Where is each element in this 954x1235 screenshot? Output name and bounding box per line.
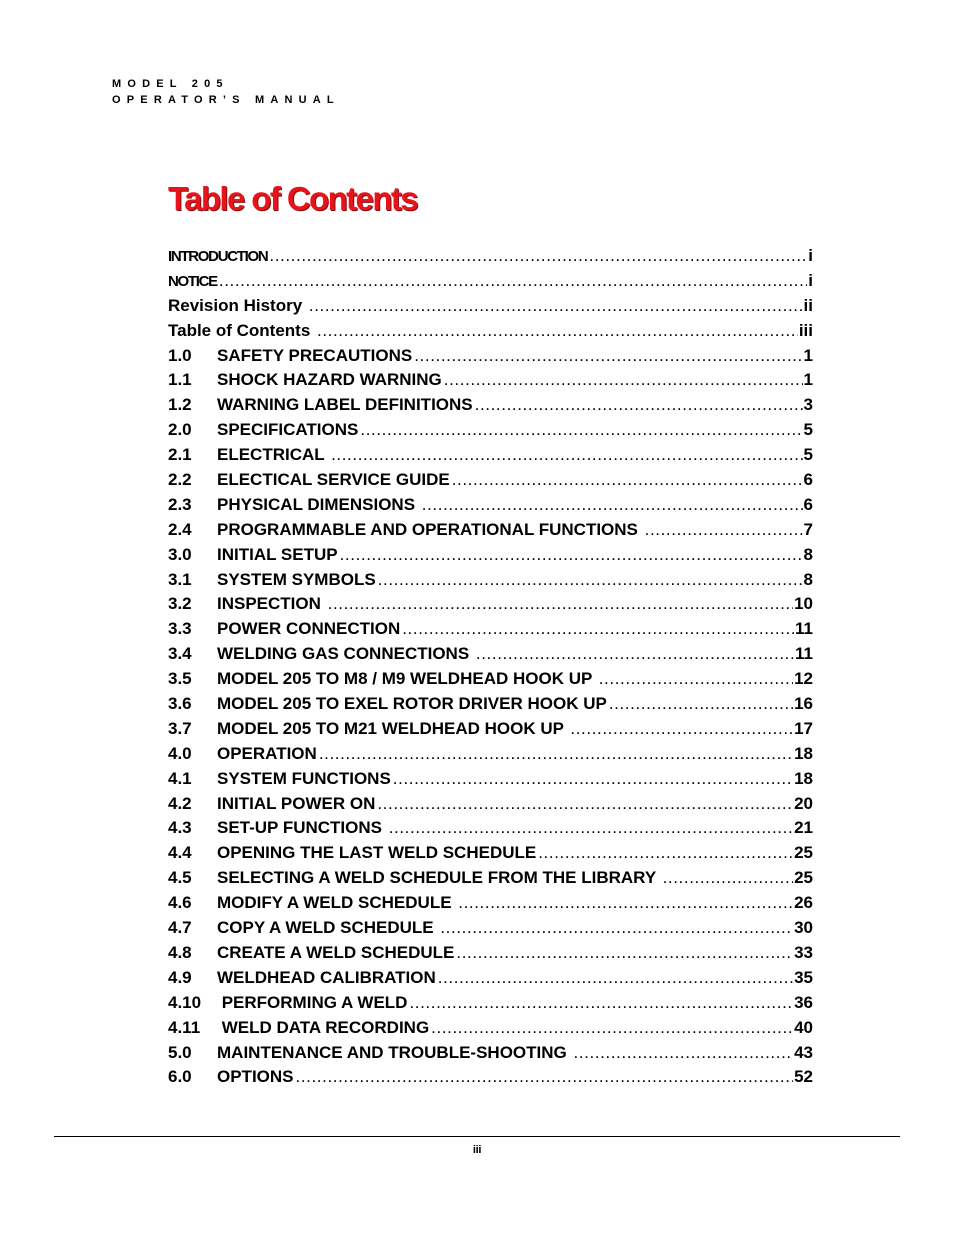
toc-entry-page: 25 (794, 843, 813, 863)
toc-entry-page: 35 (794, 967, 813, 987)
toc-entry-page: 6 (803, 470, 813, 490)
toc-dot-leader (570, 719, 793, 739)
toc-dot-leader (414, 346, 802, 366)
toc-entry-page: 3 (803, 395, 813, 415)
toc-entry-label: INSPECTION (217, 594, 326, 614)
toc-entry-page: 43 (794, 1042, 813, 1062)
toc-dot-leader (438, 968, 793, 988)
toc-entry-page: 7 (803, 519, 813, 539)
toc-dot-leader (219, 271, 807, 291)
header-manual: OPERATOR’S MANUAL (112, 94, 340, 106)
header-model: MODEL 205 (112, 78, 229, 90)
toc-entry-page: 21 (794, 818, 813, 838)
toc-entry-label: PERFORMING A WELD (217, 992, 408, 1012)
toc-entry-page: 6 (803, 494, 813, 514)
toc-entry-label: NOTICE (168, 272, 217, 290)
toc-entry[interactable] (168, 594, 813, 619)
toc-entry-number: 4.6 (168, 893, 192, 913)
toc-entry[interactable] (168, 395, 813, 420)
toc-entry[interactable] (168, 495, 813, 520)
toc-entry-page: i (808, 246, 813, 265)
toc-entry-label: WELDING GAS CONNECTIONS (217, 644, 474, 664)
toc-entry-number: 4.1 (168, 768, 192, 788)
toc-entry-label: POWER CONNECTION (217, 619, 401, 639)
toc-entry-number: 4.9 (168, 967, 192, 987)
toc-entry-page: 17 (794, 718, 813, 738)
toc-entry-number: 3.3 (168, 619, 192, 639)
toc-entry-label: WELDHEAD CALIBRATION (217, 967, 436, 987)
toc-entry-label: CREATE A WELD SCHEDULE (217, 942, 455, 962)
toc-entry[interactable] (168, 868, 813, 893)
toc-entry[interactable] (168, 1067, 813, 1092)
toc-entry-page: 1 (803, 345, 813, 365)
toc-entry[interactable] (168, 1043, 813, 1068)
toc-entry-number: 4.7 (168, 918, 192, 938)
toc-entry-label: ELECTRICAL (217, 445, 330, 465)
toc-entry-page: 25 (794, 868, 813, 888)
toc-dot-leader (409, 993, 793, 1013)
toc-dot-leader (360, 420, 802, 440)
toc-entry[interactable] (168, 694, 813, 719)
toc-entry-page: 16 (794, 694, 813, 714)
toc-entry-label: PHYSICAL DIMENSIONS (217, 494, 420, 514)
toc-dot-leader (663, 868, 794, 888)
toc-dot-leader (573, 1043, 793, 1063)
toc-entry[interactable] (168, 893, 813, 918)
toc-dot-leader (476, 644, 794, 664)
toc-entry[interactable] (168, 520, 813, 545)
toc-dot-leader (475, 395, 803, 415)
toc-dot-leader (328, 594, 793, 614)
toc-entry-page: 12 (794, 669, 813, 689)
toc-dot-leader (402, 619, 794, 639)
toc-entry-number: 6.0 (168, 1067, 192, 1087)
toc-dot-leader (319, 744, 793, 764)
toc-dot-leader (378, 570, 803, 590)
toc-entry-label: Table of Contents (168, 320, 316, 340)
toc-dot-leader (269, 246, 807, 266)
toc-entry-number: 4.0 (168, 743, 192, 763)
running-header (112, 76, 340, 108)
toc-entry[interactable] (168, 993, 813, 1018)
toc-dot-leader (331, 445, 802, 465)
toc-entry-page: 10 (794, 594, 813, 614)
toc-entry-label: INTRODUCTION (168, 248, 268, 265)
toc-entry-number: 2.2 (168, 470, 192, 490)
toc-entry-label: OPTIONS (217, 1067, 294, 1087)
toc-dot-leader (340, 545, 803, 565)
toc-entry-page: 20 (794, 793, 813, 813)
toc-entry-page: 11 (795, 619, 813, 639)
toc-entry-number: 3.2 (168, 594, 192, 614)
toc-entry-page: 5 (803, 445, 813, 465)
toc-entry-number: 3.0 (168, 544, 192, 564)
toc-entry[interactable] (168, 719, 813, 744)
toc-entry-page: 33 (794, 942, 813, 962)
toc-dot-leader (309, 296, 803, 316)
table-of-contents (168, 246, 813, 1092)
toc-entry-label: COPY A WELD SCHEDULE (217, 918, 439, 938)
toc-entry-number: 4.4 (168, 843, 192, 863)
toc-entry-number: 2.1 (168, 445, 192, 465)
toc-entry-label: MAINTENANCE AND TROUBLE-SHOOTING (217, 1042, 572, 1062)
toc-entry-label: SHOCK HAZARD WARNING (217, 370, 442, 390)
toc-entry[interactable] (168, 619, 813, 644)
toc-entry[interactable] (168, 943, 813, 968)
toc-dot-leader (431, 1018, 793, 1038)
toc-entry-number: 3.4 (168, 644, 192, 664)
toc-entry-label: SET-UP FUNCTIONS (217, 818, 387, 838)
toc-entry[interactable] (168, 968, 813, 993)
toc-entry[interactable] (168, 1018, 813, 1043)
toc-entry[interactable] (168, 370, 813, 395)
toc-dot-leader (377, 794, 793, 814)
toc-entry-page: ii (803, 295, 813, 315)
toc-entry-page: 18 (794, 743, 813, 763)
toc-entry[interactable] (168, 420, 813, 445)
toc-dot-leader (440, 918, 793, 938)
toc-entry-page: i (808, 270, 813, 290)
toc-entry[interactable] (168, 545, 813, 570)
toc-entry-label: ELECTICAL SERVICE GUIDE (217, 470, 450, 490)
toc-entry-label: SAFETY PRECAUTIONS (217, 345, 413, 365)
toc-entry-page: 11 (795, 644, 813, 664)
toc-entry-number: 4.10 (168, 992, 202, 1012)
toc-entry[interactable] (168, 769, 813, 794)
toc-entry-number: 4.2 (168, 793, 192, 813)
toc-entry[interactable] (168, 321, 813, 346)
toc-dot-leader (444, 370, 803, 390)
toc-entry-page: 5 (803, 420, 813, 440)
toc-entry[interactable] (168, 445, 813, 470)
toc-entry-number: 3.6 (168, 694, 192, 714)
toc-dot-leader (538, 843, 793, 863)
toc-entry-number: 2.0 (168, 420, 192, 440)
toc-entry-page: 36 (794, 992, 813, 1012)
toc-entry[interactable] (168, 570, 813, 595)
toc-dot-leader (452, 470, 803, 490)
toc-dot-leader (296, 1067, 794, 1087)
toc-entry-number: 3.7 (168, 718, 192, 738)
toc-entry-label: WELD DATA RECORDING (217, 1017, 430, 1037)
toc-entry-number: 4.3 (168, 818, 192, 838)
toc-entry[interactable] (168, 644, 813, 669)
toc-entry-number: 1.0 (168, 345, 192, 365)
toc-entry-page: 18 (794, 768, 813, 788)
toc-dot-leader (456, 943, 793, 963)
toc-entry-number: 3.1 (168, 569, 192, 589)
toc-dot-leader (389, 818, 793, 838)
toc-entry-label: SPECIFICATIONS (217, 420, 359, 440)
toc-entry-label: WARNING LABEL DEFINITIONS (217, 395, 473, 415)
toc-entry-label: MODIFY A WELD SCHEDULE (217, 893, 457, 913)
toc-dot-leader (422, 495, 803, 515)
toc-entry[interactable] (168, 918, 813, 943)
toc-entry-label: SELECTING A WELD SCHEDULE FROM THE LIBRARY (217, 868, 661, 888)
toc-entry-page: 1 (803, 370, 813, 390)
toc-entry-label: MODEL 205 TO EXEL ROTOR DRIVER HOOK UP (217, 694, 607, 714)
toc-entry[interactable] (168, 470, 813, 495)
toc-entry-label: MODEL 205 TO M8 / M9 WELDHEAD HOOK UP (217, 669, 597, 689)
footer-divider (54, 1136, 900, 1137)
footer-page-number: iii (472, 1144, 482, 1156)
toc-entry-page: iii (798, 320, 813, 340)
toc-entry[interactable] (168, 744, 813, 769)
toc-entry[interactable] (168, 794, 813, 819)
toc-entry-label: OPENING THE LAST WELD SCHEDULE (217, 843, 537, 863)
toc-entry[interactable] (168, 669, 813, 694)
toc-dot-leader (645, 520, 803, 540)
toc-entry-page: 26 (794, 893, 813, 913)
toc-entry[interactable] (168, 346, 813, 371)
toc-entry-label: MODEL 205 TO M21 WELDHEAD HOOK UP (217, 718, 569, 738)
toc-entry-page: 8 (803, 544, 813, 564)
toc-entry-page: 8 (803, 569, 813, 589)
toc-entry-page: 30 (794, 918, 813, 938)
toc-entry-number: 1.1 (168, 370, 192, 390)
toc-entry-number: 2.3 (168, 494, 192, 514)
toc-entry-label: SYSTEM SYMBOLS (217, 569, 376, 589)
toc-entry-label: SYSTEM FUNCTIONS (217, 768, 391, 788)
toc-entry-label: PROGRAMMABLE AND OPERATIONAL FUNCTIONS (217, 519, 643, 539)
toc-entry-label: INITIAL POWER ON (217, 793, 376, 813)
toc-entry-number: 4.11 (168, 1017, 201, 1037)
toc-entry-label: OPERATION (217, 743, 317, 763)
toc-entry-label: INITIAL SETUP (217, 544, 338, 564)
toc-dot-leader (393, 769, 793, 789)
toc-dot-leader (458, 893, 793, 913)
toc-entry-page: 40 (794, 1017, 813, 1037)
toc-entry[interactable] (168, 271, 813, 296)
toc-entry-label: Revision History (168, 295, 307, 315)
toc-entry[interactable] (168, 246, 813, 271)
page-title: Table of Contents (168, 180, 418, 217)
toc-entry-number: 2.4 (168, 519, 192, 539)
toc-entry[interactable] (168, 818, 813, 843)
toc-entry[interactable] (168, 296, 813, 321)
toc-entry-number: 4.5 (168, 868, 192, 888)
toc-dot-leader (599, 669, 793, 689)
toc-entry-number: 1.2 (168, 395, 192, 415)
toc-entry-page: 52 (794, 1067, 813, 1087)
toc-entry[interactable] (168, 843, 813, 868)
toc-dot-leader (609, 694, 793, 714)
toc-entry-number: 4.8 (168, 942, 192, 962)
toc-entry-number: 3.5 (168, 669, 192, 689)
toc-entry-number: 5.0 (168, 1042, 192, 1062)
toc-dot-leader (317, 321, 798, 341)
